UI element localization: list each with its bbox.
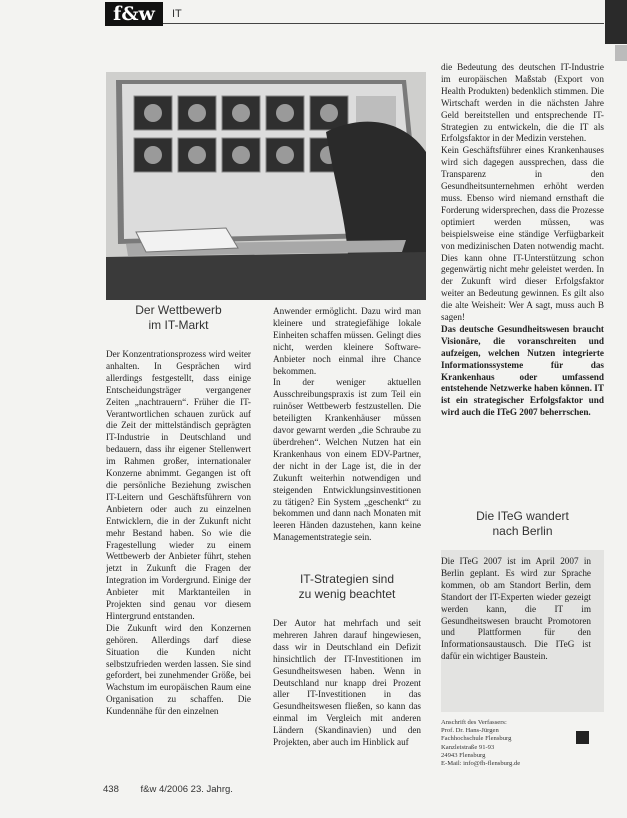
- heading-line: im IT-Markt: [148, 318, 209, 332]
- heading-it-strategien: [273, 572, 421, 602]
- author-line: Fachhochschule Flensburg: [441, 735, 512, 743]
- journal-issue: f&w 4/2006 23. Jahrg.: [140, 784, 233, 795]
- paragraph: Der Autor hat mehrfach und seit mehreren Jahren darauf hingewiesen, dass wir in Deutschland ein Defizit hinsichtlich der IT-Investitionen im Gesundheitswesen haben. Wenn in Deutschland nur knapp drei Prozent aller IT-Investitionen in das Gesundheitswesen fließen, so kann das einmal im Vergleich mit anderen Ländern (Skandinavien) und den Projekten, aber auch im Hinblick auf: [273, 618, 421, 748]
- page-number: 438: [103, 784, 119, 795]
- page-edge-tab-light: [615, 45, 627, 61]
- column-3-text: [441, 62, 604, 500]
- heading-line: zu wenig beachtet: [298, 587, 396, 601]
- author-line: E-Mail: info@fh-flensburg.de: [441, 760, 521, 768]
- paragraph: In der weniger aktuellen Ausschreibungspraxis ist zum Teil ein ruinöser Wettbewerb festzustellen. Die beteiligten Krankenhäuser müssen davor gewarnt werden „die Schraube zu überdrehen“. Welchen Nutzen hat ein Krankenhaus von einem EDV-Partner, der nicht in der Lage ist, die in der Zukunft weiterhin notwendigen und steigenden Entwicklungsinvestitionen zu tätigen? Ein System „geschenkt“ zu bekommen und dann nach Monaten mit leeren Händen dazustehen, kann keine Managementstrategie sein.: [273, 377, 421, 543]
- end-mark-square: [576, 731, 589, 744]
- heading-line: IT-Strategien sind: [299, 572, 395, 586]
- heading-line: Die ITeG wandert: [476, 509, 569, 523]
- author-line: Prof. Dr. Hans-Jürgen: [441, 727, 499, 735]
- column-1-text: [106, 349, 251, 777]
- monitor-photo-illustration: [106, 72, 426, 300]
- author-address: [441, 719, 561, 768]
- column-2-text-top: [273, 306, 421, 559]
- heading-line: Der Wettbewerb: [135, 303, 222, 317]
- info-box-text: Die ITeG 2007 ist im April 2007 in Berlin geplant. Es wird zur Sprache kommen, ob am Standort Berlin, dem Standort der IT-Experten wieder gezeigt werden kann, die IT im Gesundheitswesen braucht Promotoren und Plattformen für den Informationsaustausch. Die ITeG ist dafür ein wichtiger Baustein.: [441, 556, 591, 662]
- heading-wettbewerb: [106, 303, 251, 333]
- author-line: Kanzleistraße 91-93: [441, 743, 495, 751]
- paragraph: Der Konzentrationsprozess wird weiter anhalten. In Gesprächen wird allerdings festgestellt, dass einige Entscheidungsträger vergangener Zeiten „nachtrauern“. Früher die IT-Verantwortlichen schauen zurück auf die Zeit der mittelständisch geprägten IT-Industrie in Deutschland und bedauern, dass ihr eigener Stellenwert im Rahmen großer, internationaler Konzerne abnimmt. Gegangen ist oft die persönliche Beziehung zwischen IT-Leitern und Geschäftsführern von Anbietern oder auch zu einzelnen Entwicklern, die in der Zukunft nicht mehr Bestand haben. So wie die Fragestellung wieder zu einem Wettbewerb der Anbieter führt, stehen jetzt in Zukunft die Fragen der Integration im Vordergrund. Einige der Anbieter mit Marktanteilen in Projekten sind genau vor diesem Hintergrund entstanden.: [106, 349, 251, 621]
- heading-line: nach Berlin: [492, 524, 553, 538]
- author-line: 24943 Flensburg: [441, 751, 486, 759]
- paragraph: die Bedeutung des deutschen IT-Industrie im europäischen Maßstab (Export von Health Produkten) bedenklich stimmen. Die Wirtschaft werden in die nächsten Jahre Geld bereitstellen und entsprechende IT-Strategien zu entwickeln, die die IT als Erfolgsfaktor in der Medizin verstehen.: [441, 62, 604, 144]
- author-line: Anschrift des Verfassers:: [441, 719, 507, 726]
- section-label: IT: [172, 8, 182, 20]
- page-footer: [103, 784, 252, 795]
- column-2-text-bottom: [273, 618, 421, 776]
- header-rule: [163, 23, 604, 24]
- page-edge-tab: [605, 0, 627, 44]
- paragraph: Kein Geschäftsführer eines Krankenhauses wird sich dagegen aussprechen, dass die Transparenz in den Gesundheitsunternehmen erhöht werden muss. Ebenso wird niemand ernsthaft die Forderung widersprechen, dass die Prozesse optimiert werden müssen, was beispielsweise eine ständige Verfügbarkeit von medizinischen Daten notwendig macht. Dies kann ohne IT-Unterstützung schon gegenwärtig nicht mehr geleistet werden. In der Zukunft wird dieser Erfolgsfaktor weiter an Bedeutung gewinnen. Es gilt also die alte Weisheit: Wer A sagt, muss auch B sagen!: [441, 145, 604, 323]
- magazine-logo: f&w: [105, 2, 163, 26]
- paragraph: Die Zukunft wird den Konzernen gehören. Allerdings darf diese Situation die Kunden nicht selbstzufrieden werden lassen. Sie sind gefordert, bei zunehmender Größe, bei Wachstum im europäischen Raum eine Organisation zu schaffen. Die Kundennähe für den einzelnen: [106, 622, 251, 717]
- article-photo: [106, 72, 426, 300]
- paragraph: Anwender ermöglicht. Dazu wird man kleinere und strategiefähige lokale Einheiten schaffen müssen. Gelingt dies nicht, werden kleinere Software-Anbieter noch einmal ihre Chance bekommen.: [273, 306, 421, 376]
- heading-iteg: [441, 509, 604, 539]
- bold-paragraph: Das deutsche Gesundheitswesen braucht Visionäre, die voranschreiten und aufzeigen, welchen Nutzen integrierte Informationssysteme für das Krankenhaus oder umfassend entstehende Netzwerke haben können. IT ist ein strategischer Erfolgsfaktor und wird auch die ITeG 2007 beherrschen.: [441, 323, 604, 418]
